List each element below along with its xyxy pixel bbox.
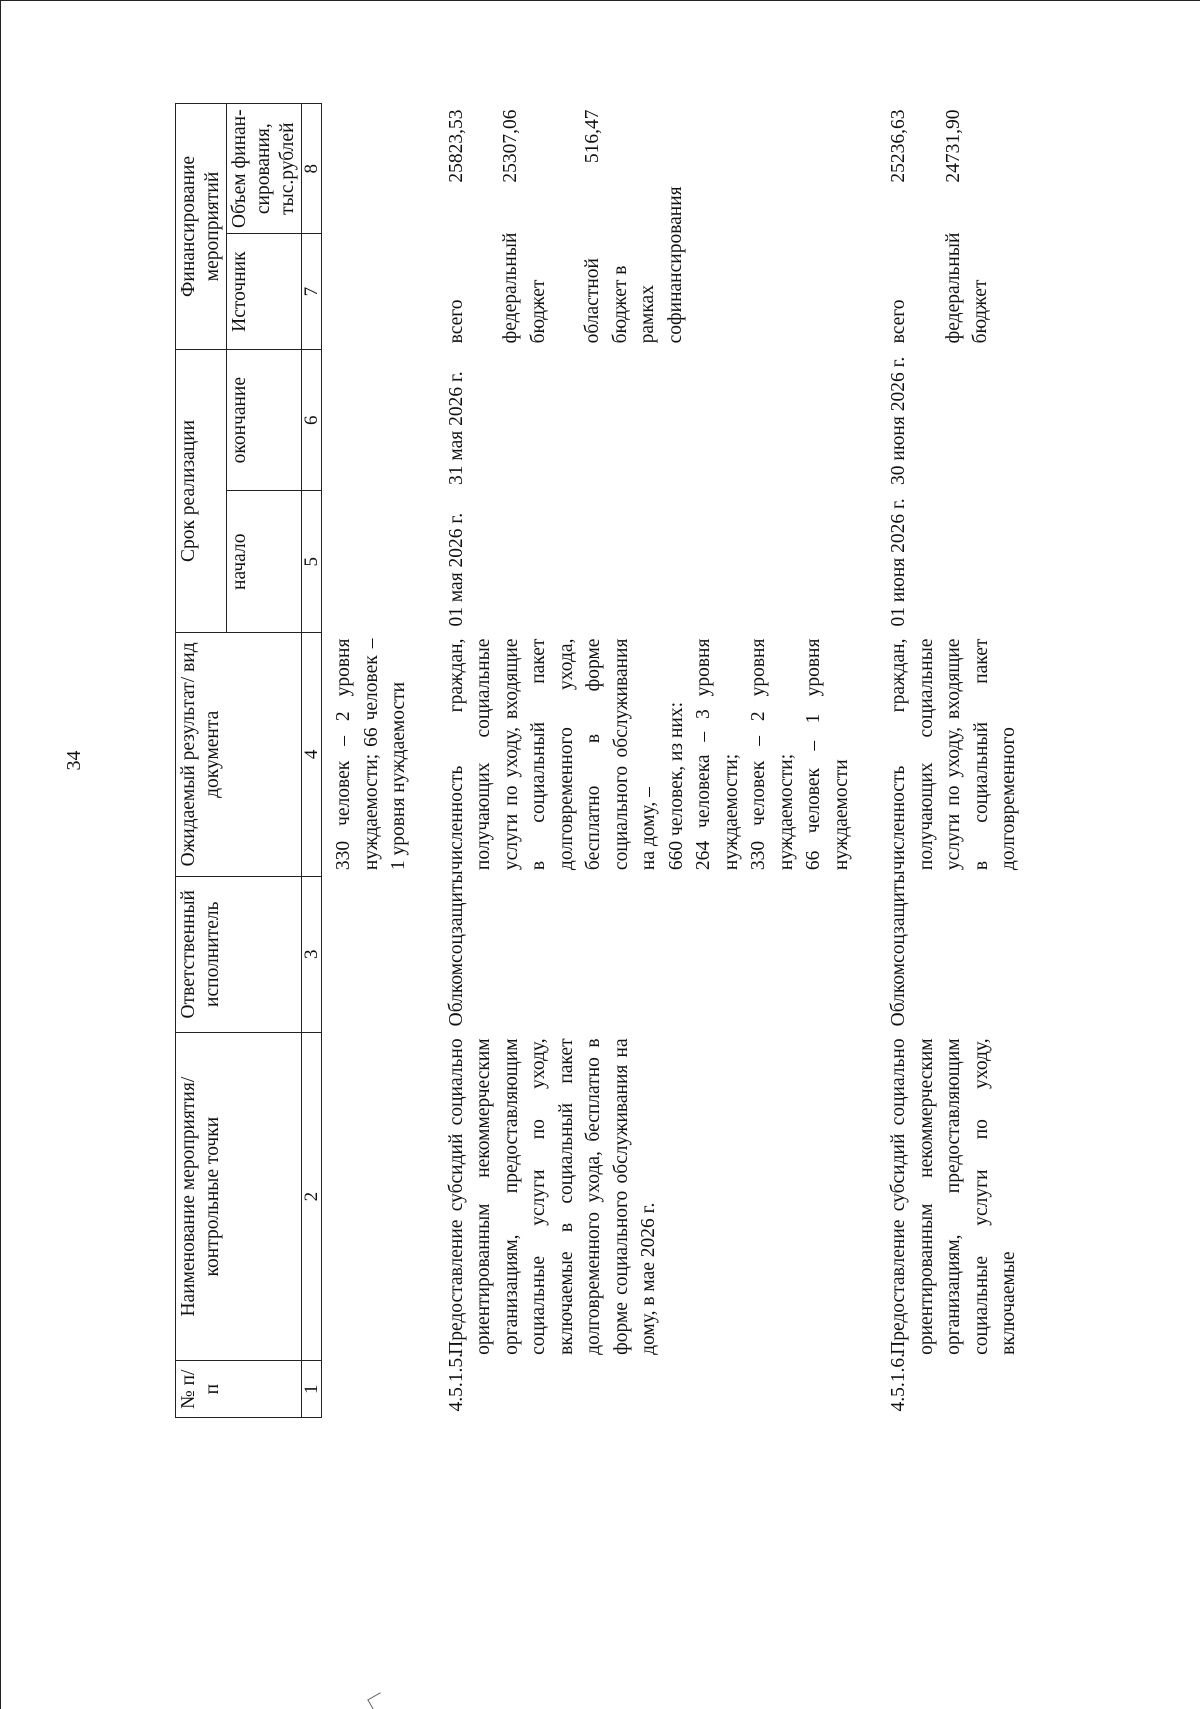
result-line: 660 человек, из них: — [665, 701, 687, 871]
start-date: 01 июня 2026 г. — [888, 498, 909, 627]
header-executor: Ответственный исполнитель — [176, 876, 302, 1032]
funding-sources — [855, 234, 1023, 350]
source-federal: федеральный бюджет — [500, 232, 549, 344]
column-number: 5 — [302, 491, 322, 633]
scan-mark — [367, 1692, 387, 1709]
column-numbers-row — [302, 104, 322, 1418]
amount-federal: 25307,06 — [500, 109, 521, 183]
scan-border-top — [0, 0, 1200, 1]
result-line: 330 человек – 2 уровня нуждаемости; — [748, 638, 797, 871]
table-row — [855, 104, 1023, 1418]
rotated-page-content — [63, 103, 1095, 1418]
source-total: всего — [445, 299, 467, 344]
funding-amounts — [855, 104, 1023, 234]
header-result: Ожидаемый результат/ вид документа — [176, 633, 302, 877]
header-number: № п/п — [176, 1361, 302, 1418]
expected-result: численность граждан, получающих социальные услуги по уходу, входящие в социальный пакет долговременного — [888, 638, 1019, 871]
header-source: Источник — [227, 234, 302, 350]
column-number: 3 — [302, 876, 322, 1032]
header-term-group: Срок реализации — [176, 349, 227, 632]
result-main: численность граждан, получающих социальные услуги по уходу, входящие в социальный пакет долговременного ухода, бесплатно в форме социального обслуживания на дому, – — [445, 638, 659, 871]
activity-name: Предоставление субсидий социально ориентированным некоммерческим организациям, предоставляющим социальные услуги по уходу, включаемые — [888, 1038, 1019, 1355]
column-number: 4 — [302, 633, 322, 877]
executor: Облкомсоцзащиты — [445, 870, 467, 1027]
result-continuation: 330 человек – 2 уровня нуждаемости; 66 человек – 1 уровня нуждаемости — [333, 638, 409, 871]
source-regional: областной бюджет в рамках софинансирования — [582, 186, 686, 344]
table-row — [413, 104, 856, 1418]
column-number: 2 — [302, 1032, 322, 1360]
expected-result — [413, 633, 856, 877]
header-amount: Объем финан-сирования, тыс.рублей — [227, 104, 302, 234]
executor: Облкомсоцзащиты — [888, 870, 909, 1027]
header-financing-group: Финансирование мероприятий — [176, 104, 227, 350]
funding-sources — [413, 186, 856, 350]
header-end: окончание — [227, 349, 302, 491]
funding-amounts — [413, 104, 856, 234]
end-date: 30 июня 2026 г. — [888, 356, 909, 485]
end-date: 31 мая 2026 г. — [445, 371, 467, 485]
column-number: 8 — [302, 104, 322, 234]
result-line: 264 человека – 3 уровня нуждаемости; — [693, 638, 742, 871]
row-number: 4.5.1.5. — [445, 1353, 467, 1412]
amount-total: 25823,53 — [445, 109, 467, 183]
scan-border-left — [0, 0, 1, 1709]
start-date: 01 мая 2026 г. — [445, 512, 467, 627]
header-name: Наименование мероприятия/ контрольные точки — [176, 1032, 302, 1360]
source-total: всего — [888, 299, 909, 344]
column-number: 1 — [302, 1361, 322, 1418]
continuation-row — [322, 104, 413, 1418]
activities-table — [175, 103, 1023, 1418]
result-line: 66 человек – 1 уровня нуждаемости — [803, 638, 852, 871]
activity-name: Предоставление субсидий социально ориентированным некоммерческим организациям, предоставляющим социальные услуги по уходу, включаемые в социальный пакет долговременного ухода, бесплатно в форме социального обслуживания на дому, в мае 2026 г. — [445, 1038, 659, 1355]
amount-federal: 24731,90 — [942, 109, 964, 183]
row-number: 4.5.1.6. — [888, 1353, 909, 1412]
amount-total: 25236,63 — [888, 109, 909, 183]
column-number: 6 — [302, 349, 322, 491]
page-number: 34 — [63, 750, 85, 771]
source-federal: федеральный бюджет — [942, 232, 991, 344]
column-number: 7 — [302, 234, 322, 350]
amount-regional: 516,47 — [581, 109, 603, 164]
header-start: начало — [227, 491, 302, 633]
